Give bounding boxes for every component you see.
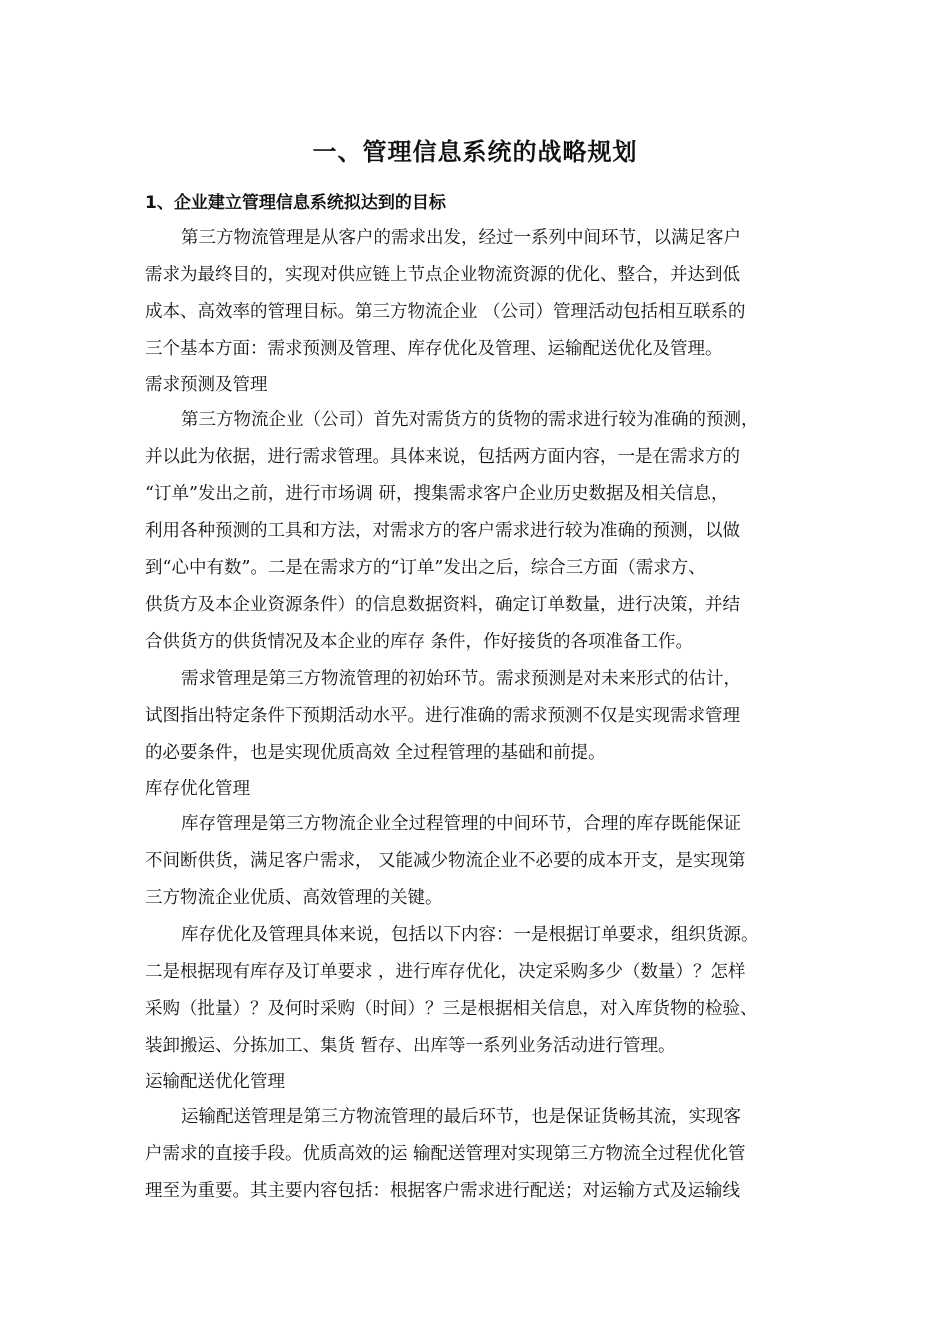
inventory-subheading: 库存优化管理 <box>145 779 250 799</box>
text-line: 户需求的直接手段。优质高效的运 输配送管理对实现第三方物流全过程优化管 <box>145 1144 746 1164</box>
text-line: 库存管理是第三方物流企业全过程管理的中间环节，合理的库存既能保证 <box>181 814 741 834</box>
page-title: 一、管理信息系统的战略规划 <box>312 138 638 166</box>
text-line: 理至为重要。其主要内容包括：根据客户需求进行配送；对运输方式及运输线 <box>145 1181 740 1201</box>
text-line: 成本、高效率的管理目标。第三方物流企业 （公司）管理活动包括相互联系的 <box>145 302 746 322</box>
text-line: 装卸搬运、分拣加工、集货 暂存、出库等一系列业务活动进行管理。 <box>145 1036 676 1056</box>
text-line: 三个基本方面：需求预测及管理、库存优化及管理、运输配送优化及管理。 <box>145 339 723 359</box>
demand-paragraph-1 <box>145 402 825 661</box>
transport-paragraph-1 <box>145 1099 825 1210</box>
text-line: 第三方物流管理是从客户的需求出发，经过一系列中间环节，以满足客户 <box>181 228 741 248</box>
text-line: 需求管理是第三方物流管理的初始环节。需求预测是对未来形式的估计， <box>181 669 741 689</box>
inventory-paragraph-1 <box>145 806 825 917</box>
text-line: 二是根据现有库存及订单要求 ，进行库存优化，决定采购多少（数量）？怎样 <box>145 962 746 982</box>
demand-paragraph-2 <box>145 661 825 772</box>
text-line: 三方物流企业优质、高效管理的关键。 <box>145 888 443 908</box>
demand-subheading: 需求预测及管理 <box>145 375 268 395</box>
transport-subheading: 运输配送优化管理 <box>145 1072 285 1092</box>
intro-paragraph <box>145 220 825 368</box>
text-line: 并以此为依据，进行需求管理。具体来说，包括两方面内容，一是在需求方的 <box>145 447 740 467</box>
inventory-paragraph-2 <box>145 917 825 1065</box>
text-line: 运输配送管理是第三方物流管理的最后环节，也是保证货畅其流，实现客 <box>181 1107 741 1127</box>
text-line: 供货方及本企业资源条件）的信息数据资料，确定订单数量，进行决策，并结 <box>145 595 740 615</box>
text-line: 试图指出特定条件下预期活动水平。进行准确的需求预测不仅是实现需求管理 <box>145 706 740 726</box>
text-line: 合供货方的供货情况及本企业的库存 条件，作好接货的各项准备工作。 <box>145 632 694 652</box>
text-line: 到“心中有数”。二是在需求方的“订单”发出之后，综合三方面（需求方、 <box>145 558 706 578</box>
text-line: 采购（批量）？及何时采购（时间）？三是根据相关信息，对入库货物的检验、 <box>145 999 758 1019</box>
text-line: 库存优化及管理具体来说，包括以下内容：一是根据订单要求，组织货源。 <box>181 925 759 945</box>
text-line: 第三方物流企业（公司）首先对需货方的货物的需求进行较为准确的预测， <box>181 410 759 430</box>
document-body <box>145 186 825 1210</box>
text-line: “订单”发出之前，进行市场调 研，搜集需求客户企业历史数据及相关信息， <box>145 484 729 504</box>
text-line: 的必要条件，也是实现优质高效 全过程管理的基础和前提。 <box>145 743 606 763</box>
section-heading: 1、企业建立管理信息系统拟达到的目标 <box>145 193 446 213</box>
text-line: 不间断供货，满足客户需求， 又能减少物流企业不必要的成本开支，是实现第 <box>145 851 746 871</box>
text-line: 利用各种预测的工具和方法，对需求方的客户需求进行较为准确的预测，以做 <box>145 521 740 541</box>
text-line: 需求为最终目的，实现对供应链上节点企业物流资源的优化、整合，并达到低 <box>145 265 740 285</box>
